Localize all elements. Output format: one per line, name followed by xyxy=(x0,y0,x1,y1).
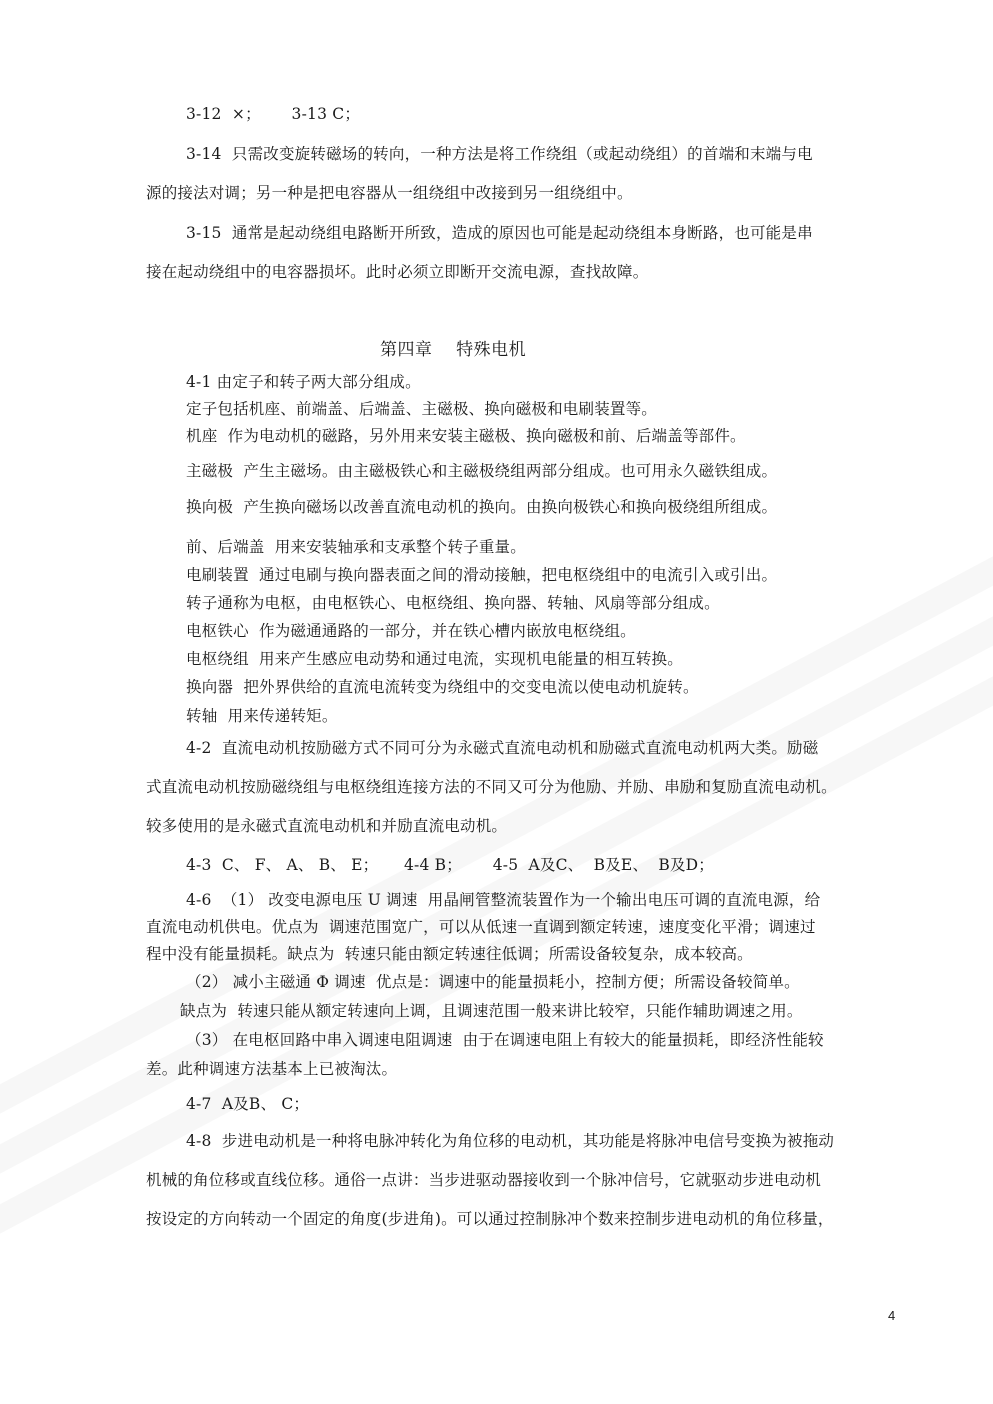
answer-4-8-line2: 机械的角位移或直线位移。通俗一点讲：当步进驱动器接收到一个脉冲信号，它就驱动步进电动机 xyxy=(146,1171,822,1189)
armature-winding-desc: 电枢绕组 用来产生感应电动势和通过电流，实现机电能量的相互转换。 xyxy=(186,650,683,668)
answer-4-8-line3: 按设定的方向转动一个固定的角度(步进角)。可以通过控制脉冲个数来控制步进电动机的角位移量， xyxy=(146,1210,834,1228)
answer-3-14-line1: 3-14 只需改变旋转磁场的转向，一种方法是将工作绕组（或起动绕组）的首端和末端与电 xyxy=(186,145,813,163)
end-cover-desc: 前、后端盖 用来安装轴承和支承整个转子重量。 xyxy=(186,538,526,556)
shaft-desc: 转轴 用来传递转矩。 xyxy=(186,707,338,725)
answer-4-2-line2: 式直流电动机按励磁绕组与电枢绕组连接方法的不同又可分为他励、并励、串励和复励直流电动机。 xyxy=(146,778,837,796)
answer-3-12-13: 3-12 ×； 3-13 C； xyxy=(186,105,361,123)
answer-4-3-4-5: 4-3 C、 F、 A、 B、 E； 4-4 B； 4-5 A及C、 B及E、 B及D； xyxy=(186,856,715,874)
answer-3-14-line2: 源的接法对调；另一种是把电容器从一组绕组中改接到另一组绕组中。 xyxy=(146,184,633,202)
answer-4-8-line1: 4-8 步进电动机是一种将电脉冲转化为角位移的电动机，其功能是将脉冲电信号变换为被拖动 xyxy=(186,1132,835,1150)
answer-4-6-method3-line1: （3） 在电枢回路中串入调速电阻调速 由于在调速电阻上有较大的能量损耗，即经济性能较 xyxy=(186,1031,824,1049)
answer-4-1: 4-1 由定子和转子两大部分组成。 xyxy=(186,373,421,391)
answer-4-6-line3: 程中没有能量损耗。缺点为 转速只能由额定转速往低调；所需设备较复杂，成本较高。 xyxy=(146,945,753,963)
answer-4-6-method3-line2: 差。此种调速方法基本上已被淘汰。 xyxy=(146,1060,398,1078)
armature-core-desc: 电枢铁心 作为磁通通路的一部分，并在铁心槽内嵌放电枢绕组。 xyxy=(186,622,636,640)
answer-4-6-line2: 直流电动机供电。优点为 调速范围宽广，可以从低速一直调到额定转速，速度变化平滑；调速过 xyxy=(146,918,816,936)
rotor-desc: 转子通称为电枢，由电枢铁心、电枢绕组、换向器、转轴、风扇等部分组成。 xyxy=(186,594,720,612)
chapter-heading: 第四章 特殊电机 xyxy=(380,340,527,360)
answer-3-15-line1: 3-15 通常是起动绕组电路断开所致，造成的原因也可能是起动绕组本身断路，也可能是串 xyxy=(186,224,813,242)
answer-4-6-method2: （2） 减小主磁通 Φ 调速 优点是：调速中的能量损耗小，控制方便；所需设备较简单。 xyxy=(186,973,800,991)
page-number: 4 xyxy=(888,1308,896,1323)
brush-desc: 电刷装置 通过电刷与换向器表面之间的滑动接触，把电枢绕组中的电流引入或引出。 xyxy=(186,566,778,584)
answer-4-7: 4-7 A及B、 C； xyxy=(186,1095,310,1113)
frame-desc: 机座 作为电动机的磁路，另外用来安装主磁极、换向磁极和前、后端盖等部件。 xyxy=(186,427,746,445)
commutator-desc: 换向器 把外界供给的直流电流转变为绕组中的交变电流以使电动机旋转。 xyxy=(186,678,699,696)
answer-4-6-method2-drawback: 缺点为 转速只能从额定转速向上调，且调速范围一般来讲比较窄，只能作辅助调速之用。 xyxy=(180,1002,803,1020)
commutating-pole-desc: 换向极 产生换向磁场以改善直流电动机的换向。由换向极铁心和换向极绕组所组成。 xyxy=(186,498,778,516)
answer-3-15-line2: 接在起动绕组中的电容器损坏。此时必须立即断开交流电源，查找故障。 xyxy=(146,263,649,281)
answer-4-2-line1: 4-2 直流电动机按励磁方式不同可分为永磁式直流电动机和励磁式直流电动机两大类。励磁 xyxy=(186,739,819,757)
stator-desc: 定子包括机座、前端盖、后端盖、主磁极、换向磁极和电刷装置等。 xyxy=(186,400,658,418)
main-pole-desc: 主磁极 产生主磁场。由主磁极铁心和主磁极绕组两部分组成。也可用永久磁铁组成。 xyxy=(186,462,778,480)
answer-4-6-line1: 4-6 （1） 改变电源电压 U 调速 用晶闸管整流装置作为一个输出电压可调的直流电源，给 xyxy=(186,891,821,909)
answer-4-2-line3: 较多使用的是永磁式直流电动机和并励直流电动机。 xyxy=(146,817,508,835)
